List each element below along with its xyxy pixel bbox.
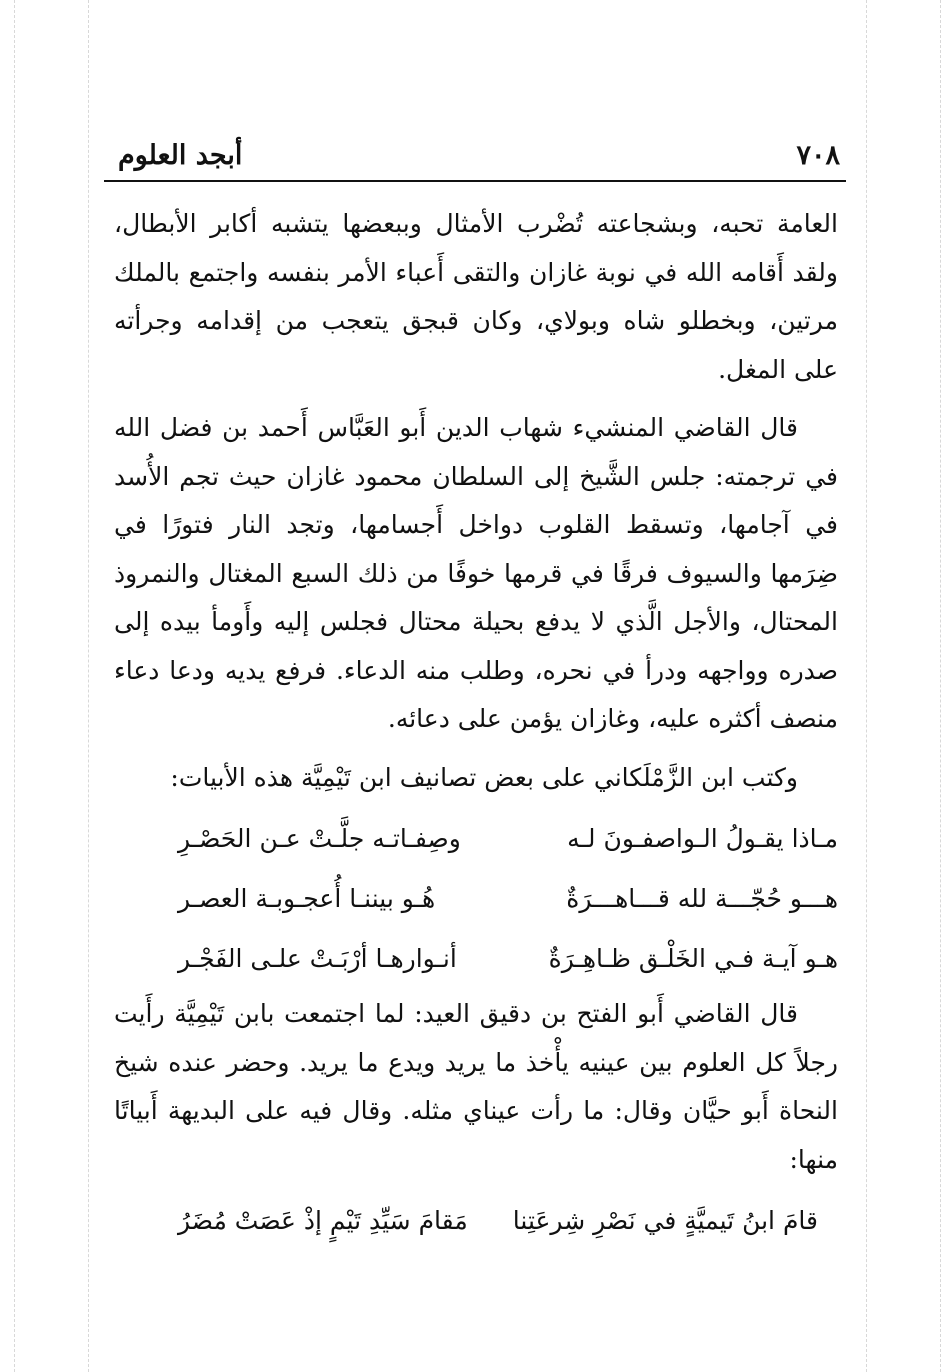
page-header — [104, 136, 846, 180]
verse-first-hemistich: هـــو حُجّـــة لله قـــاهـــرَةٌ — [566, 884, 838, 913]
verse-second-hemistich: أنـوارهـا أرْبَـتْ علـى الفَجْـر — [178, 944, 457, 973]
verse-second-hemistich: مَقامَ سَيِّدِ تَيْمٍ إذْ عَصَتْ مُضَرُ — [178, 1206, 468, 1235]
scan-guide-line — [940, 0, 941, 1372]
poem-verse — [178, 876, 838, 922]
page-body — [114, 200, 838, 1252]
paragraph: العامة تحبه، وبشجاعته تُضْرب الأمثال وببعضها يتشبه أكابر الأبطال، ولقد أَقامه الله في نوبة غازان والتقى أَعباء الأمر بنفسه واجتمع بالملك مرتين، وبخطلو شاه وبولاي، وكان قبجق يتعجب من إقدامه وجرأته على المغل. — [114, 209, 838, 384]
scan-guide-line — [14, 0, 15, 1372]
paragraph: قال القاضي أَبو الفتح بن دقيق العيد: لما اجتمعت بابن تَيْمِيَّة رأَيت رجلاً كل العلوم بين عينيه يأْخذ ما يريد ويدع ما يريد. وحضر عنده شيخ النحاة أَبو حيَّان وقال: ما رأت عيناي مثله. وقال فيه على البديهة أَبياتًا منها: — [114, 999, 838, 1174]
poem-verse — [178, 816, 838, 862]
page-number: ٧٠٨ — [796, 140, 840, 171]
verse-second-hemistich: وصِفـاتـه جلَّـتْ عـن الحَصْـرِ — [178, 824, 461, 853]
paragraph: قال القاضي المنشيء شهاب الدين أَبو العَبَّاس أَحمد بن فضل الله في ترجمته: جلس الشَّيخ إلى السلطان محمود غازان حيث تجم الأُسد في آجامها، وتسقط القلوب دواخل أَجسامها، وتجد النار فتورًا في ضِرَمها والسيوف فرقًا في قرمها خوفًا من ذلك السبع المغتال والنمروذ المحتال، والأجل الَّذي لا يدفع بحيلة محتال فجلس إليه وأَومأ بيده إلى صدره وواجهه ودرأ في نحره، وطلب منه الدعاء. فرفع يديه ودعا دعاء منصف أكثره عليه، وغازان يؤمن على دعائه. — [114, 413, 838, 733]
verse-first-hemistich: قامَ ابنُ تَيميَّةٍ في نَصْرِ شِرعَتِنا — [512, 1206, 818, 1235]
paragraph: وكتب ابن الزَّمْلَكاني على بعض تصانيف ابن تَيْمِيَّة هذه الأبيات: — [170, 762, 798, 792]
verse-first-hemistich: هـو آيـة فـي الخَلْـق ظـاهِـرَةٌ — [548, 944, 838, 973]
scan-guide-line — [866, 0, 867, 1372]
scan-guide-line — [88, 0, 89, 1372]
poem-verse — [178, 1198, 818, 1244]
poem-verse — [178, 936, 838, 982]
running-title: أبجد العلوم — [118, 140, 243, 171]
verse-first-hemistich: مـاذا يقـولُ الـواصفـونَ لـه — [567, 824, 838, 853]
verse-second-hemistich: هُـو بيننـا أُعجـوبـة العصـر — [178, 884, 436, 913]
header-rule — [104, 180, 846, 182]
